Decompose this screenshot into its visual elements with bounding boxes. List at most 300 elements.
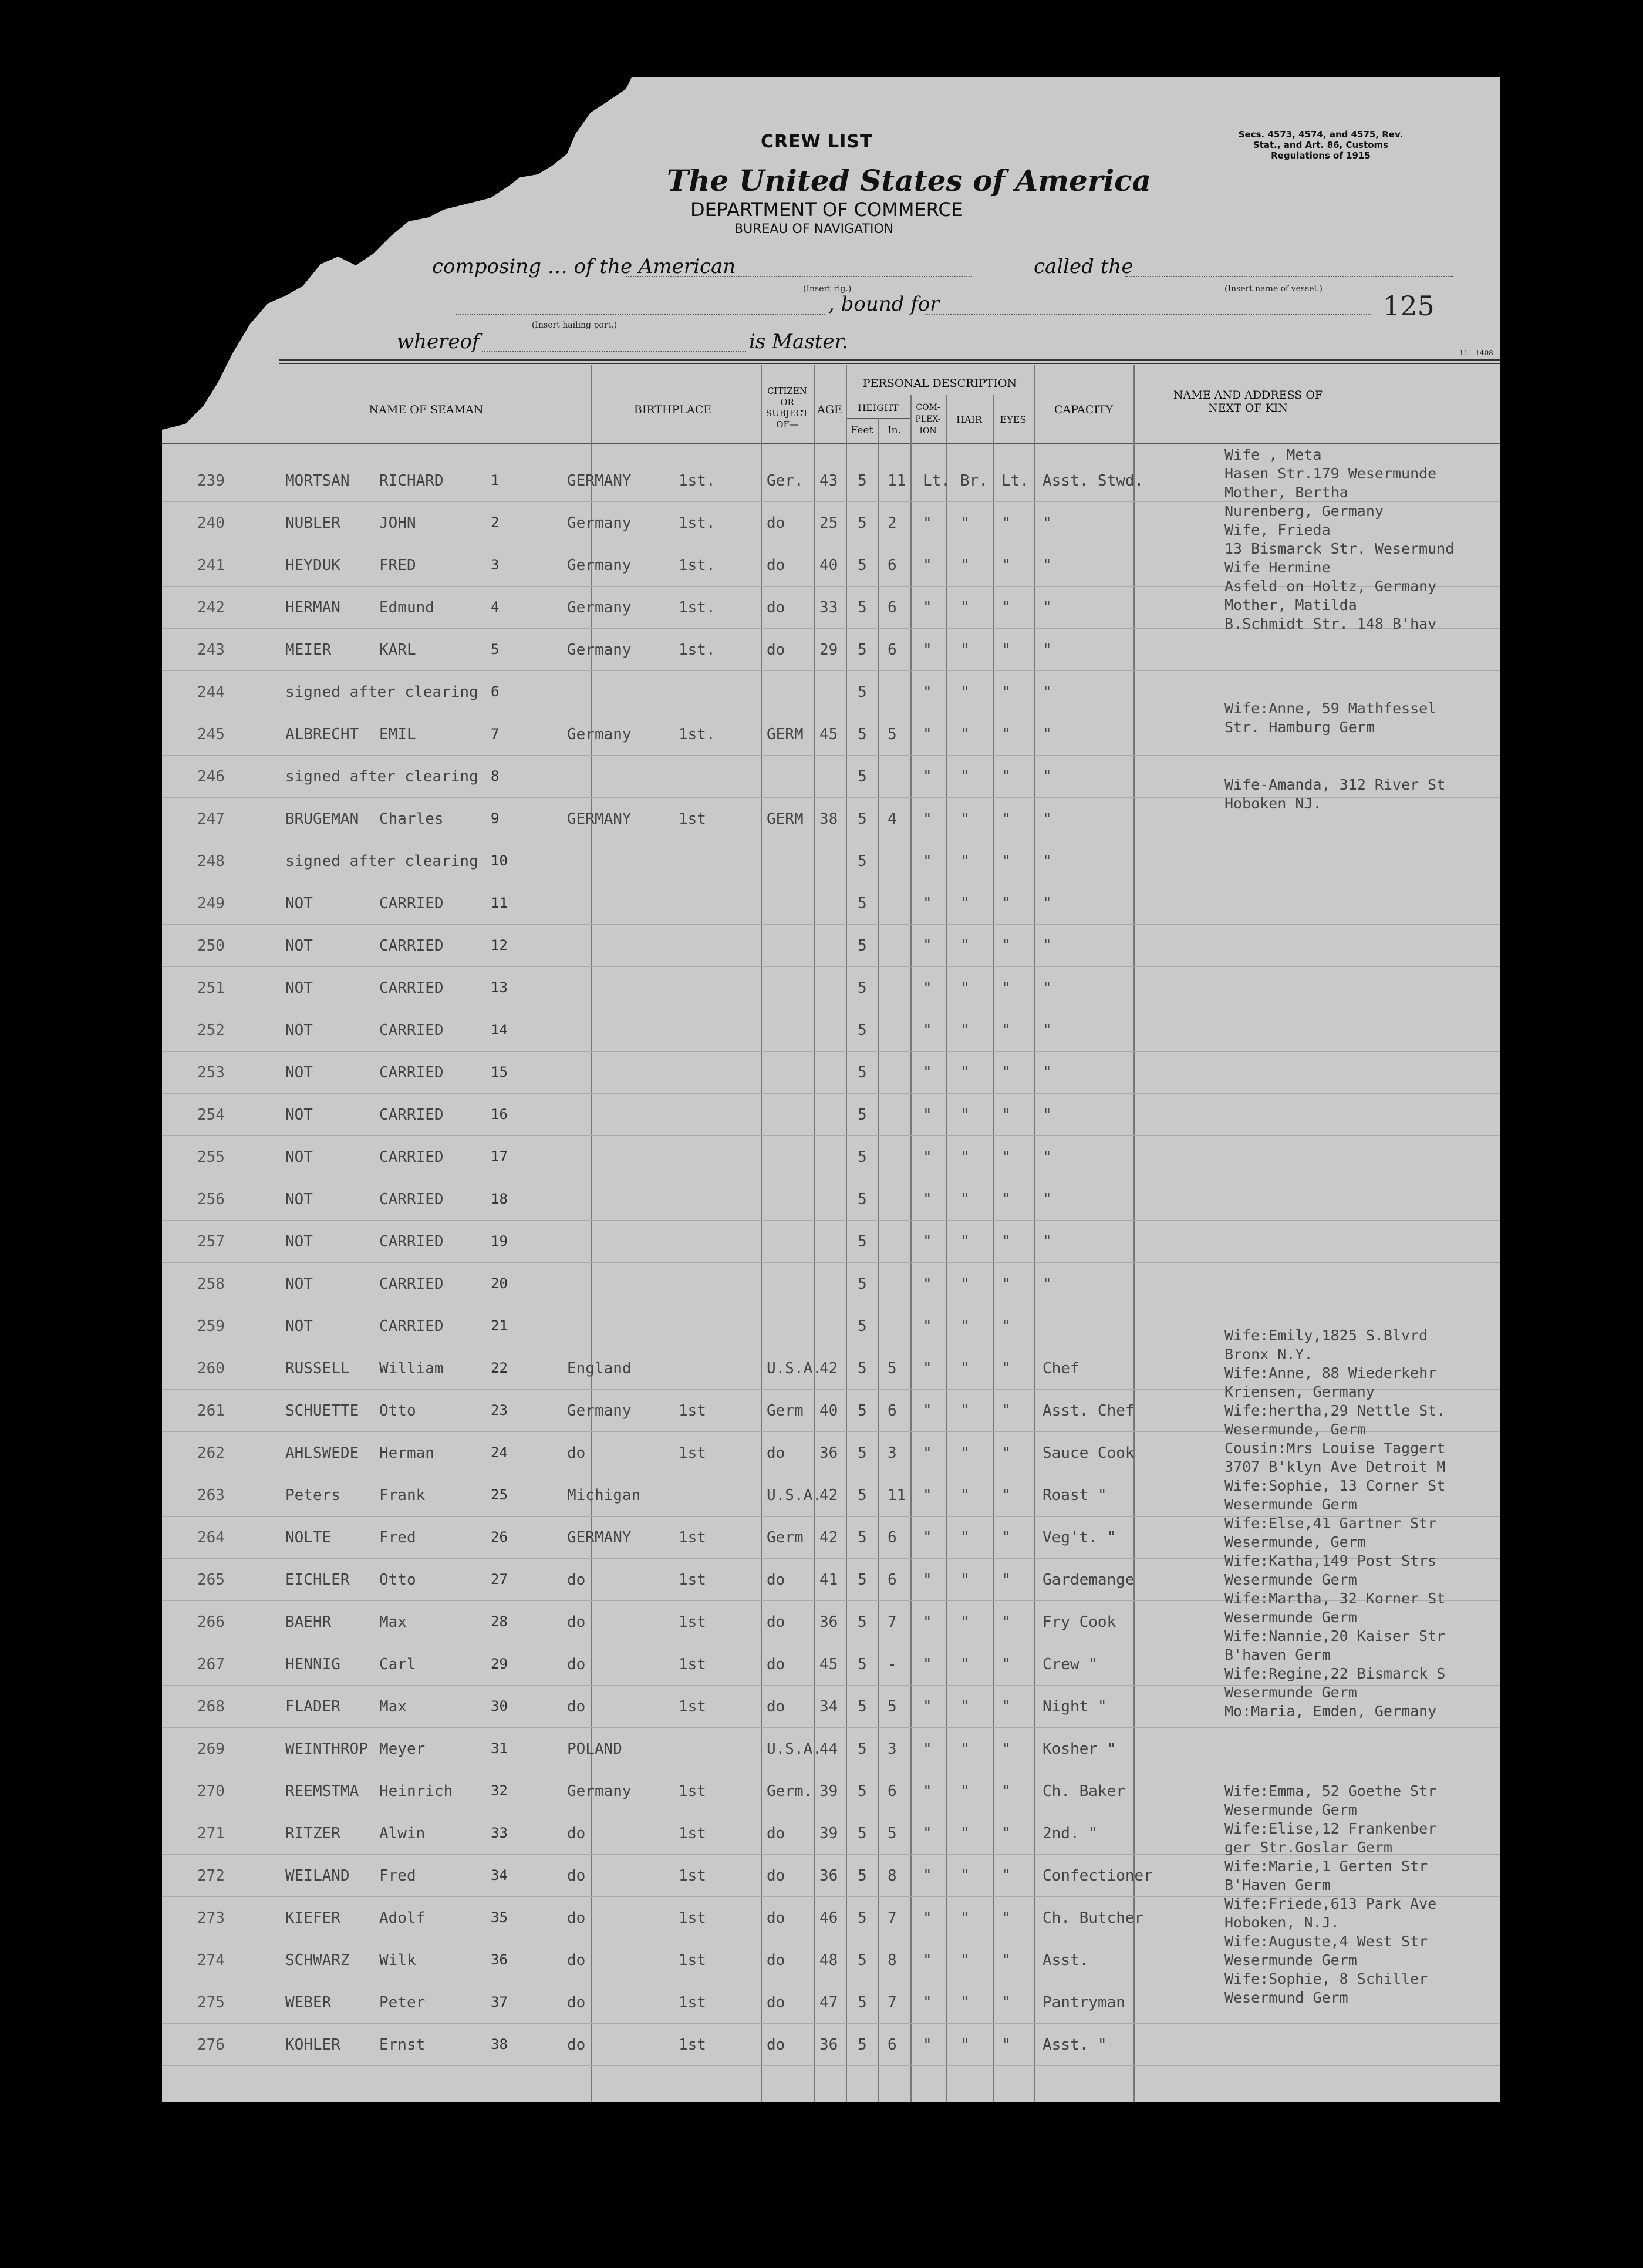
citizenship: do	[767, 1909, 785, 1927]
seaman-surname: FLADER	[285, 1698, 340, 1716]
crew-row	[162, 1015, 1500, 1057]
sequence-number: 38	[491, 2036, 508, 2053]
hair: "	[960, 1656, 970, 1673]
height-feet: 5	[858, 1867, 867, 1885]
next-of-kin-line: Mo:Maria, Emden, Germany	[1224, 1703, 1437, 1720]
hair: "	[960, 641, 970, 659]
hair: "	[960, 1613, 970, 1631]
height-feet: 5	[858, 852, 867, 870]
height-feet: 5	[858, 683, 867, 701]
citizenship: Germ	[767, 1529, 804, 1546]
eyes: "	[1001, 768, 1011, 786]
row-number: 265	[197, 1571, 225, 1589]
class: 1st.	[679, 557, 716, 574]
next-of-kin-line: Wife:Sophie, 13 Corner St	[1224, 1477, 1446, 1494]
next-of-kin-line: Wife:Auguste,4 West Str	[1224, 1933, 1428, 1950]
age: 40	[819, 1402, 838, 1420]
eyes: "	[1001, 1360, 1011, 1377]
next-of-kin-line: Asfeld on Holtz, Germany	[1224, 578, 1437, 595]
capacity: Asst. "	[1043, 2036, 1107, 2054]
birthplace: GERMANY	[567, 810, 632, 828]
height-feet: 5	[858, 641, 867, 659]
sequence-number: 18	[491, 1191, 508, 1207]
seaman-surname: signed after clearing	[285, 852, 478, 870]
next-of-kin-line: Wife:Elise,12 Frankenber	[1224, 1820, 1437, 1837]
class: 1st	[679, 1994, 706, 2011]
next-of-kin-line: Bronx N.Y.	[1224, 1346, 1313, 1363]
height-feet: 5	[858, 1909, 867, 1927]
form-line-called: called the	[1034, 255, 1133, 278]
seaman-given-name: JOHN	[379, 514, 416, 532]
birthplace: Germany	[567, 1782, 632, 1800]
height-feet: 5	[858, 599, 867, 616]
height-inches: 5	[888, 726, 897, 743]
crew-row	[162, 1184, 1500, 1226]
age: 36	[819, 1613, 838, 1631]
next-of-kin-line: Wife:hertha,29 Nettle St.	[1224, 1402, 1446, 1419]
crew-row	[162, 930, 1500, 972]
citizenship: do	[767, 641, 785, 659]
seaman-surname: SCHUETTE	[285, 1402, 359, 1420]
eyes: "	[1001, 852, 1011, 870]
crew-row	[162, 972, 1500, 1015]
citizenship: do	[767, 1867, 785, 1885]
row-rule	[162, 924, 1500, 925]
row-number: 275	[197, 1994, 225, 2011]
height-inches: 6	[888, 641, 897, 659]
seaman-given-name: KARL	[379, 641, 416, 659]
next-of-kin-line: Wife:Emma, 52 Goethe Str	[1224, 1782, 1437, 1799]
height-feet: 5	[858, 1402, 867, 1420]
seaman-given-name: Heinrich	[379, 1782, 453, 1800]
birthplace: do	[567, 1571, 586, 1589]
seaman-given-name: CARRIED	[379, 1191, 444, 1208]
height-feet: 5	[858, 1487, 867, 1504]
eyes: "	[1001, 1994, 1011, 2011]
height-inches: 6	[888, 599, 897, 616]
age: 42	[819, 1487, 838, 1504]
next-of-kin-line: Hoboken, N.J.	[1224, 1914, 1340, 1931]
sequence-number: 28	[491, 1613, 508, 1630]
citizenship: U.S.A.	[767, 1740, 822, 1758]
sequence-number: 36	[491, 1952, 508, 1968]
form-line-bound: , bound for	[828, 292, 940, 316]
next-of-kin-line: ger Str.Goslar Germ	[1224, 1839, 1392, 1856]
sequence-number: 27	[491, 1571, 508, 1588]
height-feet: 5	[858, 895, 867, 912]
hair: "	[960, 1022, 970, 1039]
age: 39	[819, 1825, 838, 1842]
sequence-number: 21	[491, 1317, 508, 1334]
height-feet: 5	[858, 1064, 867, 1081]
class: 1st	[679, 1782, 706, 1800]
class: 1st	[679, 1698, 706, 1716]
class: 1st	[679, 1402, 706, 1420]
seaman-given-name: CARRIED	[379, 1148, 444, 1166]
capacity: "	[1043, 1106, 1052, 1124]
age: 29	[819, 641, 838, 659]
row-number: 240	[197, 514, 225, 532]
seaman-given-name: CARRIED	[379, 1022, 444, 1039]
class: 1st	[679, 810, 706, 828]
hair: "	[960, 1233, 970, 1251]
sequence-number: 23	[491, 1402, 508, 1418]
seaman-surname: BAEHR	[285, 1613, 332, 1631]
birthplace: do	[567, 1909, 586, 1927]
capacity: Confectioner	[1043, 1867, 1153, 1885]
row-number: 250	[197, 937, 225, 955]
height-inches: 7	[888, 1909, 897, 1927]
sequence-number: 19	[491, 1233, 508, 1249]
hair: "	[960, 810, 970, 828]
citizenship: do	[767, 1825, 785, 1842]
sequence-number: 15	[491, 1064, 508, 1080]
sequence-number: 30	[491, 1698, 508, 1714]
seaman-given-name: Otto	[379, 1402, 416, 1420]
citizenship: U.S.A.	[767, 1360, 822, 1377]
hair: "	[960, 895, 970, 912]
capacity: "	[1043, 557, 1052, 574]
seaman-given-name: CARRIED	[379, 937, 444, 955]
row-number: 267	[197, 1656, 225, 1673]
next-of-kin-line: Wife , Meta	[1224, 446, 1322, 463]
class: 1st.	[679, 599, 716, 616]
col-citizen: CITIZEN OR SUBJECT OF—	[765, 386, 809, 430]
col-hair: HAIR	[956, 414, 982, 425]
complexion: "	[923, 1487, 932, 1504]
row-number: 242	[197, 599, 225, 616]
hair: "	[960, 514, 970, 532]
birthplace: Germany	[567, 599, 632, 616]
hair: "	[960, 726, 970, 743]
hint-vessel: (Insert name of vessel.)	[1224, 284, 1323, 294]
birthplace: do	[567, 1698, 586, 1716]
hair: "	[960, 557, 970, 574]
height-feet: 5	[858, 1698, 867, 1716]
seaman-given-name: William	[379, 1360, 444, 1377]
height-inches: 8	[888, 1952, 897, 1969]
seaman-surname: NOT	[285, 937, 313, 955]
sequence-number: 1	[491, 472, 500, 488]
height-feet: 5	[858, 2036, 867, 2054]
sequence-number: 22	[491, 1360, 508, 1376]
next-of-kin-line: B.Schmidt Str. 148 B'hav	[1224, 615, 1437, 632]
height-feet: 5	[858, 1571, 867, 1589]
age: 42	[819, 1360, 838, 1377]
citizenship: do	[767, 1952, 785, 1969]
age: 48	[819, 1952, 838, 1969]
crew-row	[162, 1099, 1500, 1141]
seaman-surname: ALBRECHT	[285, 726, 359, 743]
next-of-kin-line: Wife Hermine	[1224, 559, 1331, 576]
seaman-given-name: Charles	[379, 810, 444, 828]
sequence-number: 32	[491, 1782, 508, 1799]
sequence-number: 20	[491, 1275, 508, 1292]
row-number: 257	[197, 1233, 225, 1251]
sequence-number: 24	[491, 1444, 508, 1461]
birthplace: do	[567, 1613, 586, 1631]
eyes: "	[1001, 1064, 1011, 1081]
height-feet: 5	[858, 810, 867, 828]
hair: "	[960, 1148, 970, 1166]
height-inches: 6	[888, 557, 897, 574]
eyes: "	[1001, 1867, 1011, 1885]
seaman-surname: signed after clearing	[285, 768, 478, 786]
next-of-kin-line: 13 Bismarck Str. Wesermund	[1224, 540, 1455, 557]
capacity: "	[1043, 1064, 1052, 1081]
complexion: "	[923, 1191, 932, 1208]
height-inches: 6	[888, 1402, 897, 1420]
crew-row	[162, 2029, 1500, 2071]
seaman-surname: WEBER	[285, 1994, 332, 2011]
height-feet: 5	[858, 979, 867, 997]
height-inches: 5	[888, 1825, 897, 1842]
col-inches: In.	[887, 424, 902, 436]
complexion: "	[923, 1613, 932, 1631]
complexion: "	[923, 1825, 932, 1842]
hair: "	[960, 1740, 970, 1758]
eyes: "	[1001, 1233, 1011, 1251]
seaman-given-name: Frank	[379, 1487, 426, 1504]
complexion: "	[923, 895, 932, 912]
capacity: 2nd. "	[1043, 1825, 1098, 1842]
seaman-given-name: CARRIED	[379, 1064, 444, 1081]
next-of-kin-line: Wife, Frieda	[1224, 521, 1331, 538]
capacity: Asst. Stwd.	[1043, 472, 1144, 490]
col-personal-description: PERSONAL DESCRIPTION	[862, 377, 1017, 390]
seaman-surname: KOHLER	[285, 2036, 340, 2054]
sequence-number: 37	[491, 1994, 508, 2010]
seaman-given-name: Otto	[379, 1571, 416, 1589]
age: 46	[819, 1909, 838, 1927]
height-inches: 6	[888, 1782, 897, 1800]
hair: "	[960, 1909, 970, 1927]
hair: "	[960, 2036, 970, 2054]
birthplace: do	[567, 1825, 586, 1842]
height-inches: 11	[888, 1487, 906, 1504]
seaman-surname: HEYDUK	[285, 557, 340, 574]
complexion: "	[923, 1698, 932, 1716]
age: 45	[819, 726, 838, 743]
row-number: 261	[197, 1402, 225, 1420]
next-of-kin-line: Wife:Sophie, 8 Schiller	[1224, 1970, 1428, 1987]
height-feet: 5	[858, 937, 867, 955]
capacity: "	[1043, 1233, 1052, 1251]
age: 36	[819, 2036, 838, 2054]
height-inches: 5	[888, 1360, 897, 1377]
capacity: "	[1043, 768, 1052, 786]
height-feet: 5	[858, 1444, 867, 1462]
row-rule	[162, 2023, 1500, 2024]
eyes: "	[1001, 599, 1011, 616]
next-of-kin-line: Wife:Martha, 32 Korner St	[1224, 1590, 1446, 1607]
next-of-kin-line: Wife:Katha,149 Post Strs	[1224, 1552, 1437, 1569]
form-title: CREW LIST	[761, 132, 873, 152]
row-number: 245	[197, 726, 225, 743]
page-stamp: 125	[1383, 290, 1435, 322]
capacity: "	[1043, 979, 1052, 997]
age: 36	[819, 1444, 838, 1462]
hair: "	[960, 1064, 970, 1081]
age: 39	[819, 1782, 838, 1800]
row-number: 266	[197, 1613, 225, 1631]
sequence-number: 31	[491, 1740, 508, 1757]
capacity: "	[1043, 1191, 1052, 1208]
complexion: "	[923, 2036, 932, 2054]
complexion: "	[923, 1317, 932, 1335]
eyes: "	[1001, 1698, 1011, 1716]
hair: "	[960, 1317, 970, 1335]
complexion: "	[923, 1022, 932, 1039]
next-of-kin-line: Nurenberg, Germany	[1224, 503, 1384, 520]
seaman-given-name: Adolf	[379, 1909, 426, 1927]
seaman-given-name: CARRIED	[379, 1275, 444, 1293]
row-number: 264	[197, 1529, 225, 1546]
height-feet: 5	[858, 1656, 867, 1673]
eyes: "	[1001, 1782, 1011, 1800]
next-of-kin-line: Hasen Str.179 Wesermunde	[1224, 465, 1437, 482]
capacity: "	[1043, 726, 1052, 743]
capacity: Night "	[1043, 1698, 1107, 1716]
eyes: "	[1001, 1656, 1011, 1673]
height-inches: 2	[888, 514, 897, 532]
seaman-surname: NOT	[285, 1191, 313, 1208]
crew-row	[162, 1268, 1500, 1310]
department: DEPARTMENT OF COMMERCE	[690, 198, 963, 221]
row-number: 272	[197, 1867, 225, 1885]
height-feet: 5	[858, 514, 867, 532]
complexion: "	[923, 641, 932, 659]
citizenship: do	[767, 1571, 785, 1589]
complexion: "	[923, 1106, 932, 1124]
seaman-surname: EICHLER	[285, 1571, 350, 1589]
citizenship: do	[767, 1656, 785, 1673]
hair: "	[960, 1867, 970, 1885]
seaman-given-name: CARRIED	[379, 895, 444, 912]
height-feet: 5	[858, 1275, 867, 1293]
sequence-number: 33	[491, 1825, 508, 1841]
height-feet: 5	[858, 1994, 867, 2011]
hair: "	[960, 1825, 970, 1842]
row-rule	[162, 1262, 1500, 1263]
height-feet: 5	[858, 1233, 867, 1251]
seaman-given-name: Ernst	[379, 2036, 426, 2054]
seaman-surname: MORTSAN	[285, 472, 350, 490]
complexion: "	[923, 1952, 932, 1969]
next-of-kin-line: Wife:Nannie,20 Kaiser Str	[1224, 1627, 1446, 1644]
citizenship: do	[767, 1698, 785, 1716]
age: 33	[819, 599, 838, 616]
row-number: 259	[197, 1317, 225, 1335]
hair: "	[960, 1444, 970, 1462]
complexion: "	[923, 514, 932, 532]
bureau: BUREAU OF NAVIGATION	[734, 222, 894, 237]
complexion: "	[923, 1740, 932, 1758]
crew-list-document	[162, 77, 1500, 2102]
sequence-number: 11	[491, 895, 508, 911]
citizenship: Germ	[767, 1402, 804, 1420]
hair: "	[960, 852, 970, 870]
row-rule	[162, 1727, 1500, 1728]
seaman-surname: NOT	[285, 1106, 313, 1124]
eyes: "	[1001, 979, 1011, 997]
col-next-of-kin: NAME AND ADDRESS OF NEXT OF KIN	[1173, 389, 1323, 414]
birthplace: do	[567, 1952, 586, 1969]
crew-row	[162, 1141, 1500, 1184]
citizenship: do	[767, 2036, 785, 2054]
complexion: "	[923, 1402, 932, 1420]
sequence-number: 34	[491, 1867, 508, 1883]
citizenship: do	[767, 1994, 785, 2011]
birthplace: Germany	[567, 641, 632, 659]
birthplace: do	[567, 1994, 586, 2011]
next-of-kin-line: Wife:Else,41 Gartner Str	[1224, 1515, 1437, 1532]
class: 1st	[679, 1571, 706, 1589]
complexion: "	[923, 683, 932, 701]
seaman-surname: NOT	[285, 1275, 313, 1293]
class: 1st	[679, 1444, 706, 1462]
eyes: "	[1001, 683, 1011, 701]
next-of-kin-line: Wesermunde Germ	[1224, 1609, 1357, 1626]
capacity: "	[1043, 514, 1052, 532]
seaman-surname: AHLSWEDE	[285, 1444, 359, 1462]
complexion: "	[923, 726, 932, 743]
class: 1st	[679, 1825, 706, 1842]
row-number: 247	[197, 810, 225, 828]
next-of-kin-line: Mother, Bertha	[1224, 484, 1348, 501]
sequence-number: 26	[491, 1529, 508, 1545]
hair: "	[960, 599, 970, 616]
row-number: 263	[197, 1487, 225, 1504]
birthplace: do	[567, 1656, 586, 1673]
complexion: "	[923, 768, 932, 786]
capacity: Sauce Cook	[1043, 1444, 1135, 1462]
hair: Br.	[960, 472, 988, 490]
seaman-surname: NOT	[285, 1022, 313, 1039]
eyes: "	[1001, 1909, 1011, 1927]
height-feet: 5	[858, 726, 867, 743]
row-number: 256	[197, 1191, 225, 1208]
col-capacity: CAPACITY	[1054, 403, 1114, 416]
capacity: "	[1043, 852, 1052, 870]
age: 38	[819, 810, 838, 828]
class: 1st.	[679, 726, 716, 743]
height-feet: 5	[858, 1529, 867, 1546]
col-birthplace: BIRTHPLACE	[633, 403, 712, 416]
seaman-surname: NOT	[285, 1148, 313, 1166]
citizenship: do	[767, 1613, 785, 1631]
hair: "	[960, 1952, 970, 1969]
seaman-surname: HENNIG	[285, 1656, 340, 1673]
col-feet: Feet	[851, 424, 873, 436]
seaman-given-name: FRED	[379, 557, 416, 574]
height-inches: -	[888, 1656, 897, 1673]
next-of-kin-line: Wesermunde Germ	[1224, 1496, 1357, 1513]
height-feet: 5	[858, 1022, 867, 1039]
height-feet: 5	[858, 768, 867, 786]
next-of-kin-line: Wife:Friede,613 Park Ave	[1224, 1895, 1437, 1912]
row-rule	[162, 501, 1500, 502]
seaman-surname: NOT	[285, 1317, 313, 1335]
eyes: "	[1001, 1740, 1011, 1758]
next-of-kin-line: Wesermunde Germ	[1224, 1952, 1357, 1969]
seaman-given-name: Peter	[379, 1994, 426, 2011]
complexion: "	[923, 1233, 932, 1251]
class: 1st.	[679, 472, 716, 490]
row-number: 273	[197, 1909, 225, 1927]
height-feet: 5	[858, 1613, 867, 1631]
capacity: Fry Cook	[1043, 1613, 1116, 1631]
